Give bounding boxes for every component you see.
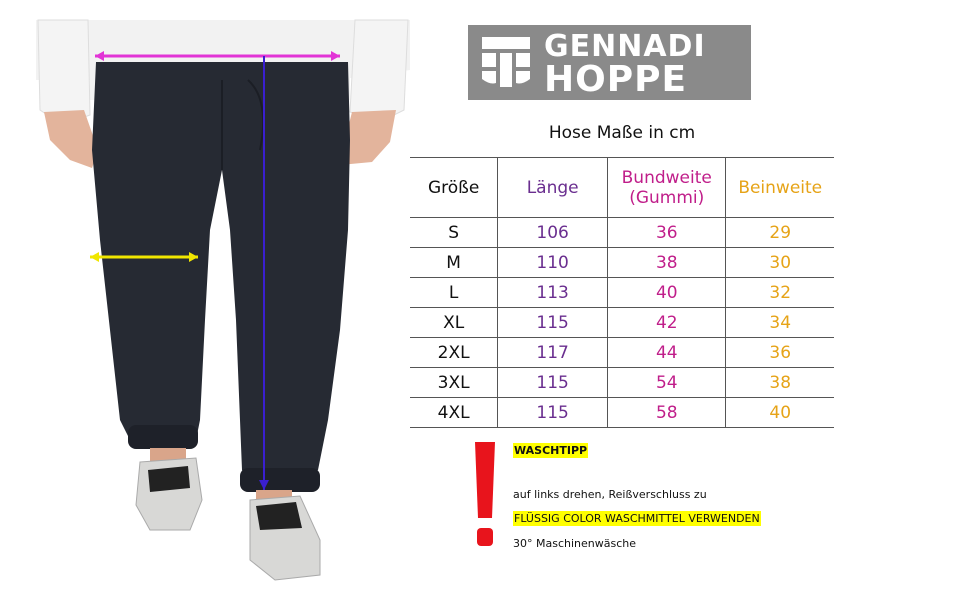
- washing-tip-title: WASCHTIPP: [514, 444, 588, 457]
- header-waist-line2: (Gummi): [629, 187, 705, 208]
- cell-leg: 38: [726, 368, 834, 398]
- washing-tip-line: 30° Maschinenwäsche: [513, 537, 636, 550]
- table-row: [410, 248, 834, 278]
- table-row: [410, 308, 834, 338]
- cell-waist: 42: [608, 308, 726, 338]
- cell-length: 106: [498, 218, 608, 248]
- header-leg: Beinweite: [726, 158, 834, 218]
- cell-waist: 58: [608, 398, 726, 428]
- cell-length: 110: [498, 248, 608, 278]
- cell-leg: 32: [726, 278, 834, 308]
- cell-size: S: [410, 218, 498, 248]
- table-row: [410, 278, 834, 308]
- table-row: [410, 218, 834, 248]
- table-row: [410, 398, 834, 428]
- cell-waist: 44: [608, 338, 726, 368]
- cell-leg: 34: [726, 308, 834, 338]
- cell-size: 3XL: [410, 368, 498, 398]
- cell-length: 115: [498, 398, 608, 428]
- cell-waist: 40: [608, 278, 726, 308]
- cell-size: L: [410, 278, 498, 308]
- cell-length: 115: [498, 308, 608, 338]
- header-length: Länge: [498, 158, 608, 218]
- table-row: [410, 338, 834, 368]
- size-table: [410, 157, 834, 428]
- cell-size: M: [410, 248, 498, 278]
- cell-length: 113: [498, 278, 608, 308]
- cell-length: 115: [498, 368, 608, 398]
- exclamation-icon: [470, 440, 500, 550]
- cell-length: 117: [498, 338, 608, 368]
- header-waist-line1: Bundweite: [621, 167, 712, 188]
- cell-leg: 29: [726, 218, 834, 248]
- brand-mark-icon: [476, 33, 536, 93]
- cell-waist: 36: [608, 218, 726, 248]
- washing-tip-line: auf links drehen, Reißverschluss zu: [513, 488, 707, 501]
- brand-logo: [468, 25, 751, 100]
- left-hand: [44, 110, 98, 168]
- header-waist: [608, 158, 726, 218]
- cell-waist: 38: [608, 248, 726, 278]
- cell-leg: 30: [726, 248, 834, 278]
- table-header-row: [410, 158, 834, 218]
- header-size: Größe: [410, 158, 498, 218]
- cell-leg: 36: [726, 338, 834, 368]
- right-arm: [350, 20, 408, 122]
- cell-size: 4XL: [410, 398, 498, 428]
- left-arm: [38, 20, 90, 125]
- table-row: [410, 368, 834, 398]
- product-photo: [0, 0, 420, 600]
- cell-leg: 40: [726, 398, 834, 428]
- table-title: Hose Maße in cm: [548, 123, 696, 143]
- brand-name-line1: GENNADI: [544, 29, 706, 64]
- washing-tip-line-highlight: FLÜSSIG COLOR WASCHMITTEL VERWENDEN: [514, 512, 760, 525]
- brand-name-line2: HOPPE: [544, 59, 688, 100]
- cell-waist: 54: [608, 368, 726, 398]
- cell-size: XL: [410, 308, 498, 338]
- cell-size: 2XL: [410, 338, 498, 368]
